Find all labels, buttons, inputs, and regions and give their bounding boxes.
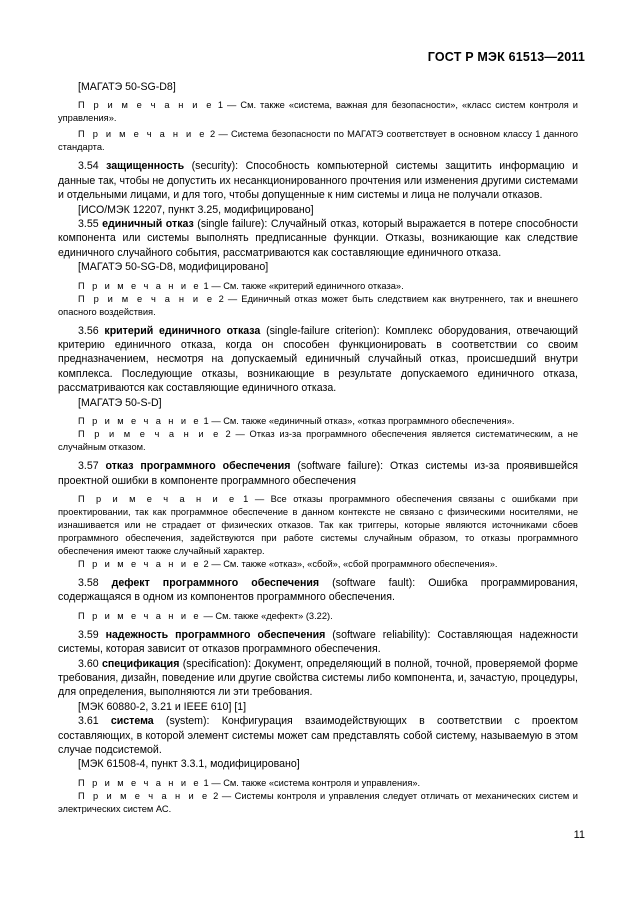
source-reference: [МАГАТЭ 50-SG-D8, модифицировано] — [78, 261, 269, 274]
note-word: П р и м е ч а н и е — [78, 280, 201, 291]
term-definition — [58, 459, 578, 488]
note-word: П р и м е ч а н и е — [78, 416, 201, 427]
note-text: — См. также «дефект» (3.22). — [200, 610, 333, 621]
document-header: ГОСТ Р МЭК 61513—2011 — [427, 50, 585, 64]
term-name: отказ программного обеспечения — [105, 460, 291, 473]
term-number: 3.58 — [78, 576, 112, 589]
note-text: — См. также «отказ», «сбой», «сбой программного обеспечения». — [208, 558, 498, 569]
note-number: 2 — [214, 293, 224, 304]
term-text: (security): Способность компьютерной системы защитить информацию и данные так, чтобы не допустить их несанкционированного прочтения или изменения другими системами и отдельными лицами, и для того, чтобы допущенные к ним системы и лица не получали отказов. — [58, 160, 578, 202]
note-word: П р и м е ч а н и е — [78, 493, 237, 504]
term-definition — [58, 628, 578, 657]
term-definition — [58, 324, 578, 396]
note — [58, 428, 578, 454]
source-reference: [ИСО/МЭК 12207, пункт 3.25, модифицировано] — [78, 203, 314, 216]
note-number: 2 — [220, 429, 231, 440]
term-number: 3.54 — [78, 160, 107, 173]
note — [58, 280, 578, 293]
note-number: 2 — [206, 129, 216, 140]
term-definition — [58, 217, 578, 260]
note — [58, 99, 578, 125]
note-word: П р и м е ч а н и е — [78, 558, 201, 569]
term-text: (single-failure criterion): Комплекс оборудования, отвечающий критерию единичного отказа, когда он способен функционировать в соответствии со своим предназначением, несмотря на допускаемый единичный случайный отказ, происшедший внутри комплекса. Последующие отказы, возникающие в результате допускаемого единичного отказа, рассматриваются как составляющие единичного отказа. — [58, 324, 579, 395]
source-reference: [МАГАТЭ 50-S-D] — [78, 396, 162, 409]
term-text: (single failure): Случайный отказ, который выражается в потере способности компонента или системы выполнять предписанные функции. Отказы, возникающие как следствие единичного случайного события, рассматриваются как составляющие единичного отказа. — [58, 218, 579, 259]
source-reference: [МЭК 61508-4, пункт 3.3.1, модифицировано] — [78, 758, 300, 771]
note — [58, 128, 578, 154]
term-number: 3.56 — [78, 324, 105, 337]
term-number: 3.59 — [78, 628, 106, 641]
term-number: 3.57 — [78, 460, 106, 473]
note — [58, 293, 578, 319]
note-word: П р и м е ч а н и е — [78, 429, 221, 440]
note-text: — Все отказы программного обеспечения связаны с ошибками при проектировании, так как программное обеспечение в данном контексте не связано с физическими носителями, не изнашивается или не страдает от физических отказов. Так как триггеры, которые являются источниками сбоев программного обеспечения, задействуются при работе системы случайным образом, то отказы программного обеспечения имеют также случайный характер. — [58, 493, 578, 556]
term-number: 3.55 — [78, 218, 103, 231]
note-number: 1 — [236, 493, 249, 504]
note — [58, 493, 578, 558]
note-text: — См. также «система, важная для безопасности», «класс систем контроля и управления». — [58, 100, 578, 124]
term-name: спецификация — [101, 657, 180, 670]
term-name: дефект программного обеспечения — [111, 576, 320, 589]
note-text: — Система безопасности по МАГАТЭ соответствует в основном классу 1 данного стандарта. — [58, 129, 578, 153]
note-number: 1 — [200, 416, 209, 427]
note — [58, 558, 578, 571]
note-word: П р и м е ч а н и е — [78, 610, 201, 621]
note-text: — См. также «единичный отказ», «отказ программного обеспечения». — [208, 416, 515, 427]
source-reference: [МАГАТЭ 50-SG-D8] — [78, 81, 176, 93]
term-number: 3.61 — [78, 715, 111, 728]
note-word: П р и м е ч а н и е — [78, 777, 201, 788]
note-text: — Системы контроля и управления следует отличать от механических систем и электрических систем АС. — [58, 790, 578, 814]
term-definition — [58, 576, 578, 605]
term-name: надежность программного обеспечения — [105, 628, 326, 641]
note-text: — См. также «система контроля и управления». — [208, 777, 421, 788]
page-content — [58, 80, 578, 816]
term-text: (software failure): Отказ системы из-за проявившейся проектной ошибки в компоненте программного обеспечения — [58, 460, 579, 487]
note — [58, 610, 578, 623]
note — [58, 777, 578, 790]
term-name: единичный отказ — [102, 218, 194, 231]
note-word: П р и м е ч а н и е — [78, 790, 210, 801]
source-reference: [МЭК 60880-2, 3.21 и IEEE 610] [1] — [78, 700, 247, 713]
note-number: 1 — [200, 280, 209, 291]
note-number: 1 — [213, 100, 224, 111]
term-number: 3.60 — [78, 657, 102, 670]
note-text: — См. также «критерий единичного отказа». — [208, 280, 404, 291]
term-definition — [58, 714, 578, 757]
term-text: (specification): Документ, определяющий в полной, точной, проверяемой форме требования, дизайн, поведение или другие свойства системы либо компонента, и, зачастую, процедуры, для определения, выполняются ли эти требования. — [58, 657, 578, 699]
note-text: — Отказ из-за программного обеспечения является систематическим, а не случайным отказом. — [58, 429, 578, 453]
note — [58, 415, 578, 428]
term-text: (software fault): Ошибка программирования, содержащаяся в одном из компонентов программного обеспечения. — [58, 576, 578, 604]
term-name: система — [110, 715, 154, 728]
term-definition — [58, 657, 578, 700]
term-name: критерий единичного отказа — [104, 324, 261, 337]
note-number: 2 — [209, 790, 219, 801]
term-definition — [58, 159, 578, 202]
page-number: 11 — [573, 829, 585, 841]
note-word: П р и м е ч а н и е — [78, 293, 215, 304]
note-word: П р и м е ч а н и е — [78, 100, 214, 111]
note — [58, 790, 578, 816]
term-text: (system): Конфигурация взаимодействующих в соответствии с проектом составляющих, в которой элемент системы может сам представлять собой систему, называемую в этом случае подсистемой. — [58, 715, 578, 756]
term-name: защищенность — [106, 160, 185, 173]
note-word: П р и м е ч а н и е — [78, 129, 207, 140]
term-text: (software reliability): Составляющая надежности системы, которая зависит от отказов программного обеспечения. — [58, 628, 579, 656]
note-number: 1 — [200, 777, 209, 788]
note-text: — Единичный отказ может быть следствием как внутреннего, так и внешнего опасного воздействия. — [58, 293, 578, 317]
note-number: 2 — [200, 558, 209, 569]
